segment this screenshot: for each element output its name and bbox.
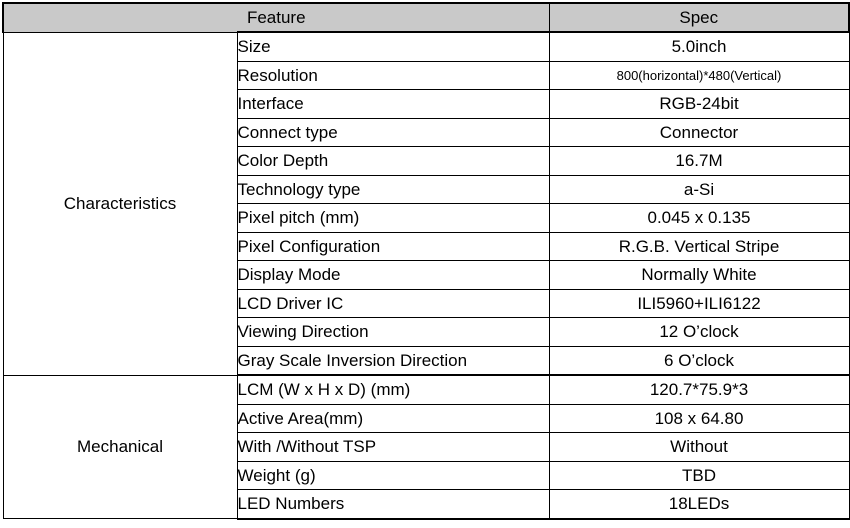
feature-label: LED Numbers	[237, 490, 549, 519]
spec-value: R.G.B. Vertical Stripe	[549, 232, 849, 261]
feature-label: Display Mode	[237, 261, 549, 290]
table-header-row	[3, 3, 849, 32]
column-header-feature: Feature	[3, 3, 549, 32]
table-body	[3, 32, 849, 519]
feature-label: Gray Scale Inversion Direction	[237, 346, 549, 375]
spec-value: Normally White	[549, 261, 849, 290]
feature-label: Connect type	[237, 118, 549, 147]
column-header-spec: Spec	[549, 3, 849, 32]
spec-value: RGB-24bit	[549, 90, 849, 119]
table-row	[3, 32, 849, 61]
feature-label: Weight (g)	[237, 461, 549, 490]
spec-value: 108 x 64.80	[549, 404, 849, 433]
specification-table	[2, 2, 850, 520]
spec-value: Without	[549, 433, 849, 462]
spec-value: 18LEDs	[549, 490, 849, 519]
feature-label: LCD Driver IC	[237, 289, 549, 318]
spec-value: TBD	[549, 461, 849, 490]
feature-label: Size	[237, 32, 549, 61]
spec-sheet	[0, 2, 850, 528]
feature-label: Viewing Direction	[237, 318, 549, 347]
spec-value: 6 O’clock	[549, 346, 849, 375]
spec-value: a-Si	[549, 175, 849, 204]
spec-value: 800(horizontal)*480(Vertical)	[549, 61, 849, 90]
group-label: Characteristics	[3, 32, 237, 375]
table-row	[3, 375, 849, 404]
spec-value: 0.045 x 0.135	[549, 204, 849, 233]
spec-value: 120.7*75.9*3	[549, 375, 849, 404]
feature-label: Pixel Configuration	[237, 232, 549, 261]
feature-label: Pixel pitch (mm)	[237, 204, 549, 233]
spec-value: 12 O’clock	[549, 318, 849, 347]
feature-label: With /Without TSP	[237, 433, 549, 462]
feature-label: Color Depth	[237, 147, 549, 176]
spec-value: 16.7M	[549, 147, 849, 176]
spec-value: Connector	[549, 118, 849, 147]
feature-label: Interface	[237, 90, 549, 119]
group-label: Mechanical	[3, 375, 237, 519]
feature-label: Resolution	[237, 61, 549, 90]
feature-label: Technology type	[237, 175, 549, 204]
feature-label: Active Area(mm)	[237, 404, 549, 433]
spec-value: ILI5960+ILI6122	[549, 289, 849, 318]
spec-value: 5.0inch	[549, 32, 849, 61]
feature-label: LCM (W x H x D) (mm)	[237, 375, 549, 404]
